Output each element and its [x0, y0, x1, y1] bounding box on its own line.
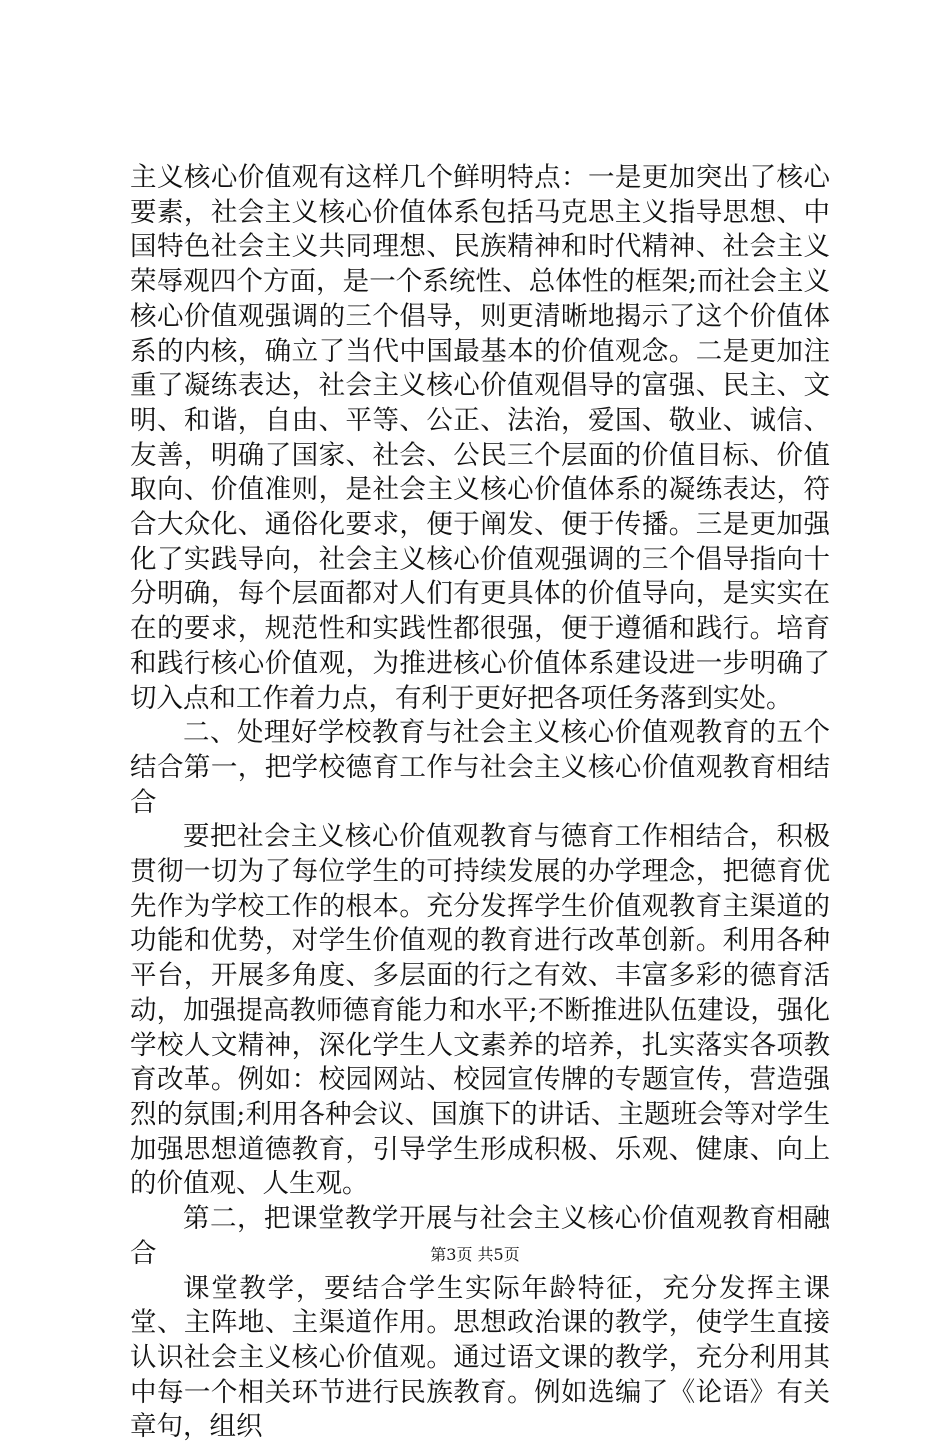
paragraph-4: 第二，把课堂教学开展与社会主义核心价值观教育相融合	[130, 1202, 830, 1271]
page-footer: 第3页 共5页	[0, 1245, 950, 1265]
paragraph-3: 要把社会主义核心价值观教育与德育工作相结合，积极贯彻一切为了每位学生的可持续发展的办学理念，把德育优先作为学校工作的根本。充分发挥学生价值观教育主渠道的功能和优势，对学生价值观的教育进行改革创新。利用各种平台，开展多角度、多层面的行之有效、丰富多彩的德育活动，加强提高教师德育能力和水平;不断推进队伍建设，强化学校人文精神，深化学生人文素养的培养，扎实落实各项教育改革。例如：校园网站、校园宣传牌的专题宣传，营造强烈的氛围;利用各种会议、国旗下的讲话、主题班会等对学生加强思想道德教育，引导学生形成积极、乐观、健康、向上的价值观、人生观。	[130, 820, 830, 1202]
paragraph-1: 主义核心价值观有这样几个鲜明特点：一是更加突出了核心要素，社会主义核心价值体系包括马克思主义指导思想、中国特色社会主义共同理想、民族精神和时代精神、社会主义荣辱观四个方面，是一个系统性、总体性的框架;而社会主义核心价值观强调的三个倡导，则更清晰地揭示了这个价值体系的内核，确立了当代中国最基本的价值观念。二是更加注重了凝练表达，社会主义核心价值观倡导的富强、民主、文明、和谐，自由、平等、公正、法治，爱国、敬业、诚信、友善，明确了国家、社会、公民三个层面的价值目标、价值取向、价值准则，是社会主义核心价值体系的凝练表达，符合大众化、通俗化要求，便于阐发、便于传播。三是更加强化了实践导向，社会主义核心价值观强调的三个倡导指向十分明确，每个层面都对人们有更具体的价值导向，是实实在在的要求，规范性和实践性都很强，便于遵循和践行。培育和践行核心价值观，为推进核心价值体系建设进一步明确了切入点和工作着力点，有利于更好把各项任务落到实处。	[130, 161, 830, 716]
paragraph-5: 课堂教学，要结合学生实际年龄特征，充分发挥主课堂、主阵地、主渠道作用。思想政治课的教学，使学生直接认识社会主义核心价值观。通过语文课的教学，充分利用其中每一个相关环节进行民族教育。例如选编了《论语》有关章句，组织	[130, 1272, 830, 1445]
paragraph-2: 二、处理好学校教育与社会主义核心价值观教育的五个结合第一，把学校德育工作与社会主义核心价值观教育相结合	[130, 716, 830, 820]
